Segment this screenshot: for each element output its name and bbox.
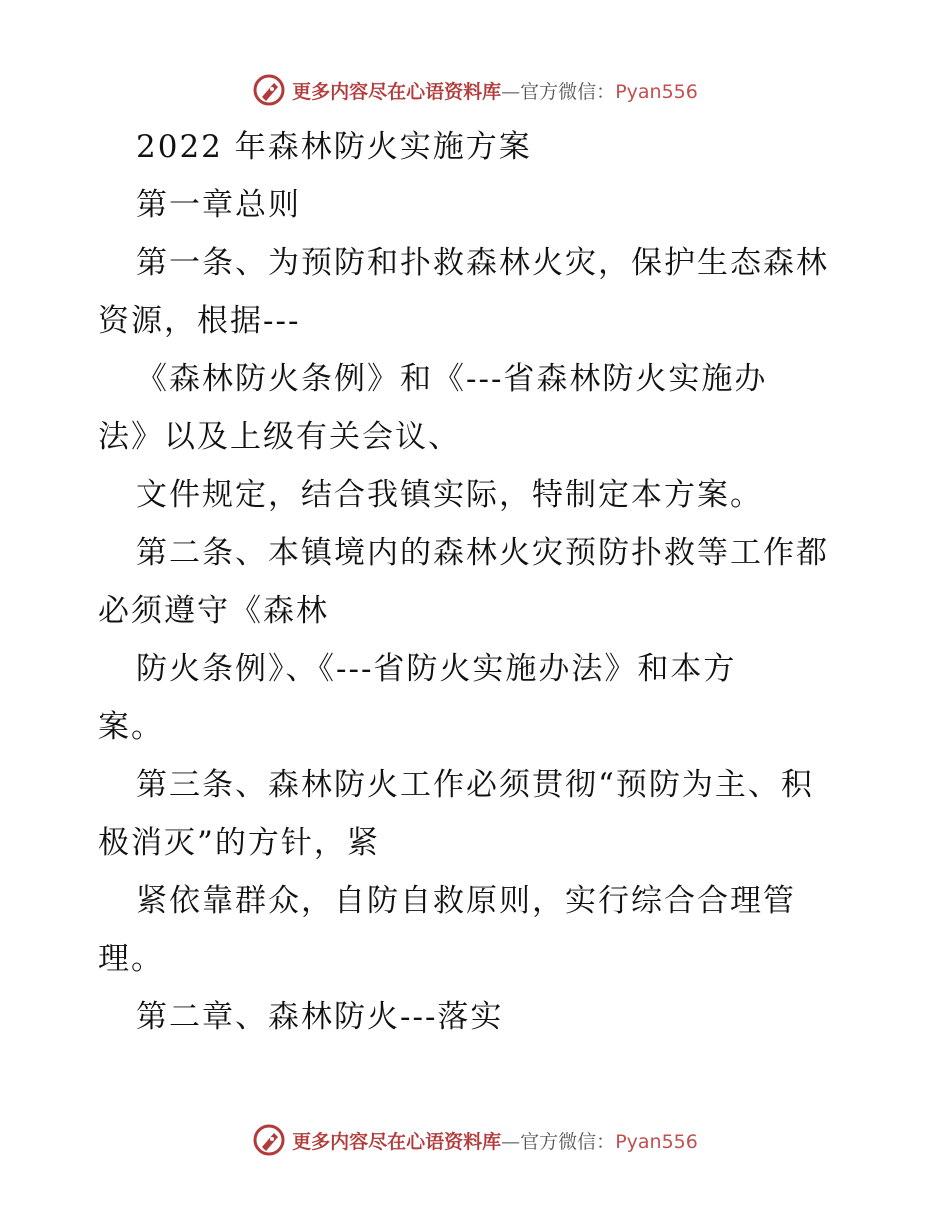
pen-nib-logo-icon: [252, 1123, 286, 1157]
paragraph-line: 极消灭”的方针，紧: [98, 825, 380, 861]
banner-wechat-id: Pyan556: [615, 80, 698, 103]
doc-title: 2022 年森林防火实施方案: [136, 129, 532, 165]
header-banner: [0, 68, 950, 112]
banner-dash: —: [501, 1130, 521, 1153]
paragraph-line: 资源，根据---: [98, 303, 301, 339]
paragraph-line: 第二条、本镇境内的森林火灾预防扑救等工作都: [136, 535, 829, 571]
paragraph-line: 文件规定，结合我镇实际，特制定本方案。: [136, 477, 763, 513]
paragraph-line: 第三条、森林防火工作必须贯彻“预防为主、积: [136, 767, 814, 803]
paragraph-line: 理。: [98, 941, 164, 977]
footer-banner: [0, 1118, 950, 1162]
banner-wechat-label: 官方微信：: [520, 80, 616, 103]
paragraph-line: 防火条例》、《---省防火实施办法》和本方: [136, 651, 737, 687]
banner-site-name: 更多内容尽在心语资料库: [292, 80, 502, 103]
banner-dash: —: [501, 80, 521, 103]
paragraph-line: 第一条、为预防和扑救森林火灾，保护生态森林: [136, 245, 829, 281]
chapter-heading: 第一章总则: [136, 187, 301, 223]
paragraph-line: 必须遵守《森林: [98, 593, 329, 629]
banner-text: [292, 1127, 698, 1154]
document-body: [98, 118, 858, 1046]
chapter-heading: 第二章、森林防火---落实: [136, 999, 504, 1035]
banner-text: [292, 77, 698, 104]
banner-wechat-label: 官方微信：: [520, 1130, 616, 1153]
banner-site-name: 更多内容尽在心语资料库: [292, 1130, 502, 1153]
paragraph-line: 《森林防火条例》和《---省森林防火实施办: [136, 361, 768, 397]
paragraph-line: 法》以及上级有关会议、: [98, 419, 461, 455]
paragraph-line: 紧依靠群众，自防自救原则，实行综合合理管: [136, 883, 796, 919]
pen-nib-logo-icon: [252, 73, 286, 107]
paragraph-line: 案。: [98, 709, 164, 745]
banner-wechat-id: Pyan556: [615, 1130, 698, 1153]
